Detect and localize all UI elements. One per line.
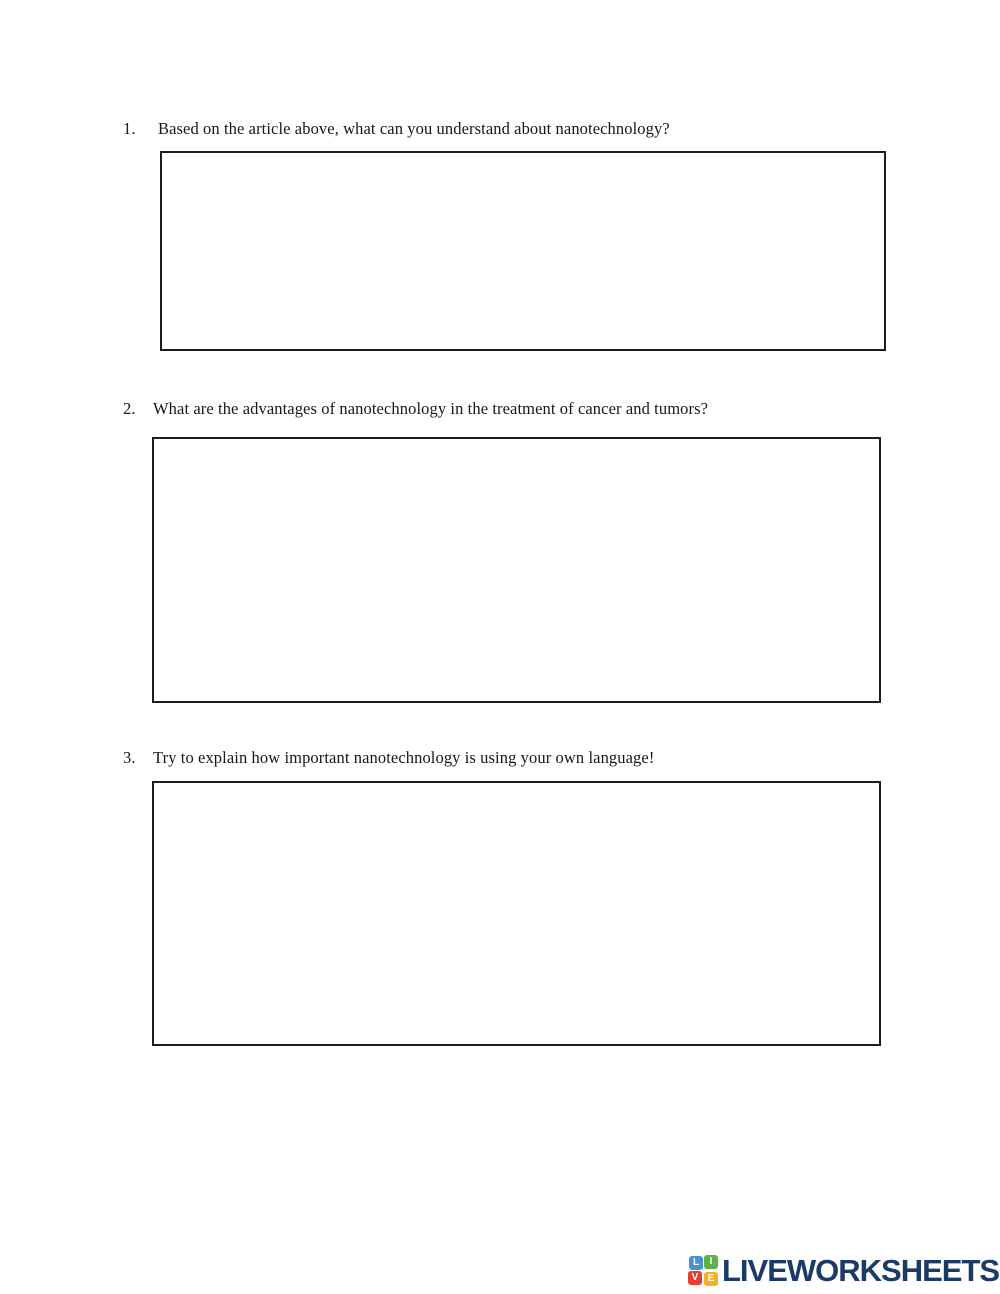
logo-tile-l: L — [689, 1256, 703, 1270]
answer-box-2[interactable] — [152, 437, 881, 703]
question-3 — [123, 748, 654, 768]
question-3-text: Try to explain how important nanotechnology is using your own language! — [153, 748, 655, 767]
question-1 — [123, 119, 670, 139]
question-2-text: What are the advantages of nanotechnology in the treatment of cancer and tumors? — [153, 399, 709, 418]
liveworksheets-grid-icon — [688, 1253, 719, 1287]
logo-tile-i: I — [704, 1255, 718, 1269]
question-3-number: 3. — [123, 748, 136, 767]
logo-tile-e: E — [704, 1272, 718, 1286]
answer-box-1[interactable] — [160, 151, 886, 351]
question-2-number: 2. — [123, 399, 136, 418]
logo-tile-v: V — [688, 1271, 702, 1285]
liveworksheets-wordmark: LIVEWORKSHEETS — [722, 1252, 1000, 1288]
question-2 — [123, 399, 708, 419]
question-1-number: 1. — [123, 119, 136, 138]
answer-box-3[interactable] — [152, 781, 881, 1046]
liveworksheets-logo — [688, 1253, 999, 1287]
question-1-text: Based on the article above, what can you understand about nanotechnology? — [158, 119, 670, 138]
